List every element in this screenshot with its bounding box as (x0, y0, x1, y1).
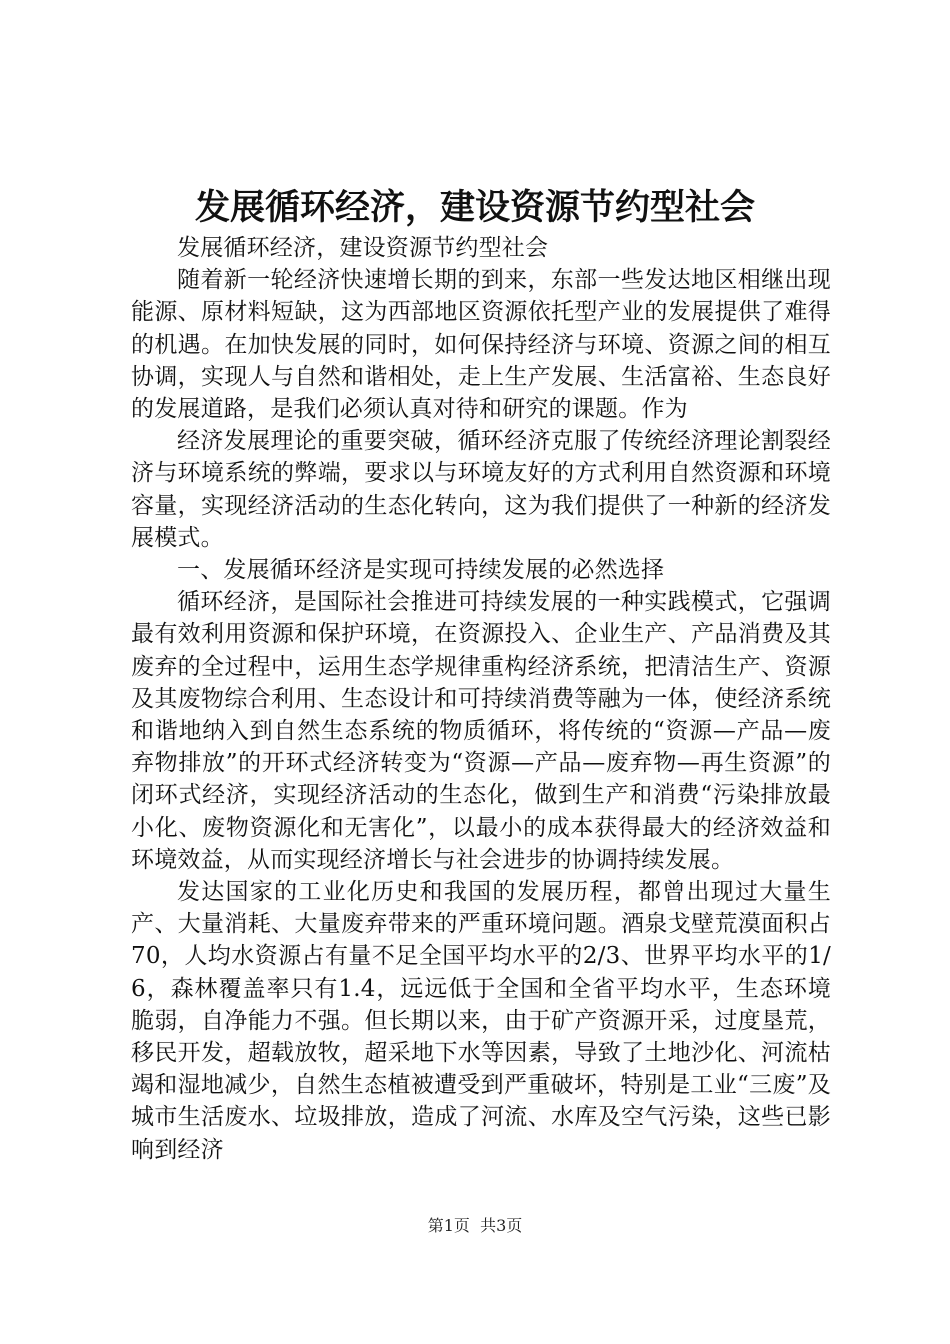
footer-separator (470, 1216, 480, 1235)
page-number: 第1页 (427, 1216, 470, 1235)
page-footer (0, 1216, 950, 1236)
paragraph: 循环经济，是国际社会推进可持续发展的一种实践模式，它强调最有效利用资源和保护环境，在资源投入、企业生产、产品消费及其废弃的全过程中，运用生态学规律重构经济系统，把清洁生产、资源及其废物综合利用、生态设计和可持续消费等融为一体，使经济系统和谐地纳入到自然生态系统的物质循环，将传统的“资源—产品—废弃物排放”的开环式经济转变为“资源—产品—废弃物—再生资源”的闭环式经济，实现经济活动的生态化，做到生产和消费“污染排放最小化、废物资源化和无害化”，以最小的成本获得最大的经济效益和环境效益，从而实现经济增长与社会进步的协调持续发展。 (131, 589, 831, 873)
document-body (131, 232, 831, 1166)
paragraph-subtitle: 发展循环经济，建设资源节约型社会 (177, 235, 549, 261)
paragraph: 经济发展理论的重要突破，循环经济克服了传统经济理论割裂经济与环境系统的弊端，要求以与环境友好的方式利用自然资源和环境容量，实现经济活动的生态化转向，这为我们提供了一种新的经济发展模式。 (131, 428, 831, 551)
paragraph: 发达国家的工业化历史和我国的发展历程，都曾出现过大量生产、大量消耗、大量废弃带来的严重环境问题。酒泉戈壁荒漠面积占70，人均水资源占有量不足全国平均水平的2/3、世界平均水平的1/6，森林覆盖率只有1.4，远远低于全国和全省平均水平，生态环境脆弱，自净能力不强。但长期以来，由于矿产资源开采，过度垦荒，移民开发，超载放牧，超采地下水等因素，导致了土地沙化、河流枯竭和湿地减少，自然生态植被遭受到严重破坏，特别是工业“三废”及城市生活废水、垃圾排放，造成了河流、水库及空气污染，这些已影响到经济 (131, 879, 831, 1163)
page-total: 共3页 (480, 1216, 523, 1235)
paragraph: 随着新一轮经济快速增长期的到来，东部一些发达地区相继出现能源、原材料短缺，这为西部地区资源依托型产业的发展提供了难得的机遇。在加快发展的同时，如何保持经济与环境、资源之间的相互协调，实现人与自然和谐相处，走上生产发展、生活富裕、生态良好的发展道路，是我们必须认真对待和研究的课题。作为 (131, 267, 831, 423)
document-title: 发展循环经济，建设资源节约型社会 (194, 187, 755, 228)
section-heading: 一、发展循环经济是实现可持续发展的必然选择 (177, 557, 665, 584)
